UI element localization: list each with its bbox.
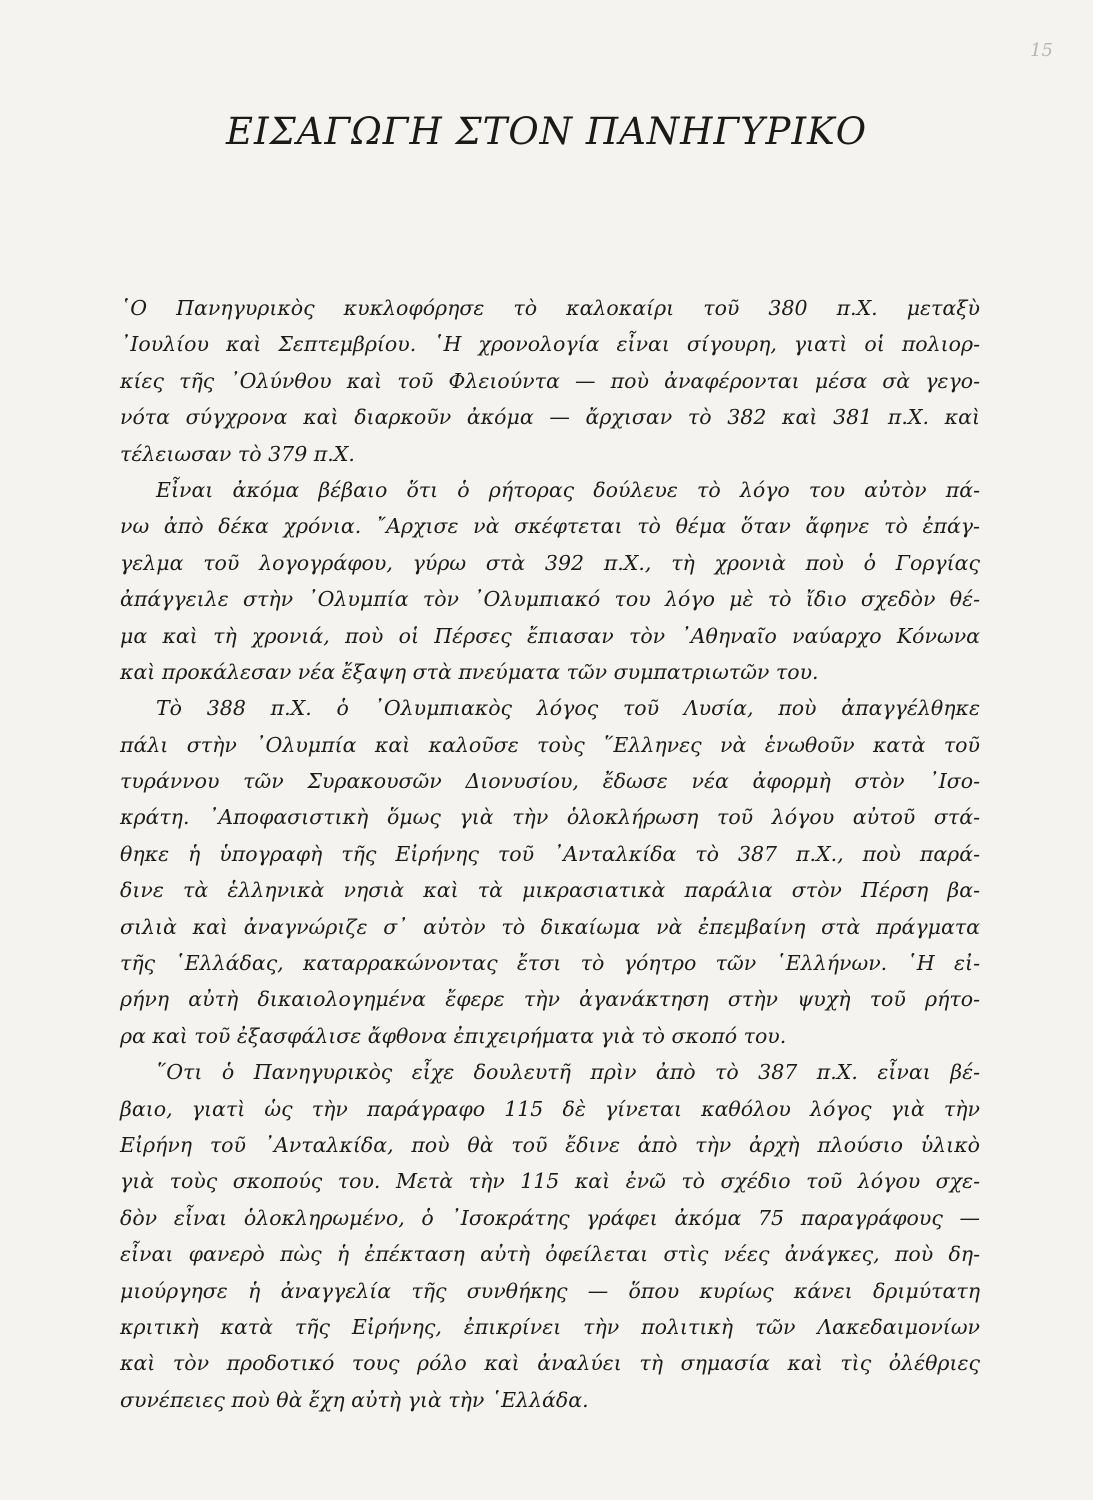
text-line: κριτικὴ κατὰ τῆς Εἰρήνης, ἐπικρίνει τὴν πολιτικὴ τῶν Λακεδαιμονίων [120, 1314, 980, 1339]
text-line: τέλειωσαν τὸ 379 π.Χ. [120, 441, 355, 466]
text-line: δινε τὰ ἑλληνικὰ νησιὰ καὶ τὰ μικρασιατικὰ παράλια στὸν Πέρση βα- [120, 878, 980, 903]
text-line: γιὰ τοὺς σκοπούς του. Μετὰ τὴν 115 καὶ ἐνῶ τὸ σχέδιο τοῦ λόγου σχε- [120, 1169, 980, 1194]
text-line: ρα καὶ τοῦ ἐξασφάλισε ἄφθονα ἐπιχειρήματα γιὰ τὸ σκοπό του. [120, 1023, 787, 1048]
text-line: ἀπάγγειλε στὴν ᾿Ολυμπία τὸν ᾿Ολυμπιακό του λόγο μὲ τὸ ἴδιο σχεδὸν θέ- [120, 587, 980, 612]
text-line: μα καὶ τὴ χρονιά, ποὺ οἱ Πέρσες ἔπιασαν τὸν ᾿Αθηναῖο ναύαρχο Κόνωνα [120, 623, 980, 648]
chapter-title: ΕΙΣΑΓΩΓΗ ΣΤΟΝ ΠΑΝΗΓΥΡΙΚΟ [225, 110, 868, 153]
text-line: Εἰρήνη τοῦ ᾿Ανταλκίδα, ποὺ θὰ τοῦ ἔδινε ἀπὸ τὴν ἀρχὴ πλούσιο ὑλικὸ [120, 1132, 980, 1157]
text-line: καὶ προκάλεσαν νέα ἔξαψη στὰ πνεύματα τῶν συμπατριωτῶν του. [120, 659, 819, 684]
text-line: γελμα τοῦ λογογράφου, γύρω στὰ 392 π.Χ., τὴ χρονιὰ ποὺ ὁ Γοργίας [120, 550, 980, 575]
text-line: δὸν εἶναι ὁλοκληρωμένο, ὁ ᾿Ισοκράτης γράφει ἀκόμα 75 παραγράφους — [120, 1205, 980, 1230]
text-line: καὶ τὸν προδοτικό τους ρόλο καὶ ἀναλύει τὴ σημασία καὶ τὶς ὀλέθριες [120, 1351, 980, 1376]
text-line: νότα σύγχρονα καὶ διαρκοῦν ἀκόμα — ἄρχισαν τὸ 382 καὶ 381 π.Χ. καὶ [120, 405, 980, 430]
text-line: ρήνη αὐτὴ δικαιολογημένα ἔφερε τὴν ἀγανάκτηση στὴν ψυχὴ τοῦ ρήτο- [120, 987, 980, 1012]
text-line: ᾿Ιουλίου καὶ Σεπτεμβρίου. ῾Η χρονολογία εἶναι σίγουρη, γιατὶ οἱ πολιορ- [120, 332, 980, 357]
text-line: κίες τῆς ᾿Ολύνθου καὶ τοῦ Φλειούντα — ποὺ ἀναφέρονται μέσα σὰ γεγο- [120, 368, 980, 393]
text-line: σιλιὰ καὶ ἀναγνώριζε σ᾿ αὐτὸν τὸ δικαίωμα νὰ ἐπεμβαίνη στὰ πράγματα [120, 914, 980, 939]
text-line: πάλι στὴν ᾿Ολυμπία καὶ καλοῦσε τοὺς ῞Ελληνες νὰ ἑνωθοῦν κατὰ τοῦ [120, 732, 980, 757]
text-line: θηκε ἡ ὑπογραφὴ τῆς Εἰρήνης τοῦ ᾿Ανταλκίδα τὸ 387 π.Χ., ποὺ παρά- [120, 841, 980, 866]
text-line: τυράννου τῶν Συρακουσῶν Διονυσίου, ἔδωσε νέα ἀφορμὴ στὸν ᾿Ισο- [120, 769, 980, 794]
text-line: εἶναι φανερὸ πὼς ἡ ἐπέκταση αὐτὴ ὀφείλεται στὶς νέες ἀνάγκες, ποὺ δη- [120, 1242, 980, 1267]
text-line: Εἶναι ἀκόμα βέβαιο ὅτι ὁ ρήτορας δούλευε τὸ λόγο του αὐτὸν πά- [156, 477, 980, 502]
body-text [120, 290, 980, 1418]
text-line: τῆς ῾Ελλάδας, καταρρακώνοντας ἔτσι τὸ γόητρο τῶν ῾Ελλήνων. ῾Η εἰ- [120, 951, 980, 976]
text-line: συνέπειες ποὺ θὰ ἔχη αὐτὴ γιὰ τὴν ῾Ελλάδα. [120, 1387, 589, 1412]
text-line: βαιο, γιατὶ ὡς τὴν παράγραφο 115 δὲ γίνεται καθόλου λόγος γιὰ τὴν [120, 1096, 980, 1121]
text-line: νω ἀπὸ δέκα χρόνια. ῎Αρχισε νὰ σκέφτεται τὸ θέμα ὅταν ἄφηνε τὸ ἐπάγ- [120, 514, 980, 539]
text-line: μιούργησε ἡ ἀναγγελία τῆς συνθήκης — ὅπου κυρίως κάνει δριμύτατη [120, 1278, 980, 1303]
page-corner-mark: 15 [1030, 40, 1053, 61]
text-line: κράτη. ᾿Αποφασιστικὴ ὅμως γιὰ τὴν ὁλοκλήρωση τοῦ λόγου αὐτοῦ στά- [120, 805, 980, 830]
text-line: ῞Οτι ὁ Πανηγυρικὸς εἶχε δουλευτῆ πρὶν ἀπὸ τὸ 387 π.Χ. εἶναι βέ- [156, 1060, 980, 1085]
text-line: Τὸ 388 π.Χ. ὁ ᾿Ολυμπιακὸς λόγος τοῦ Λυσία, ποὺ ἀπαγγέλθηκε [156, 696, 980, 721]
text-line: ῾Ο Πανηγυρικὸς κυκλοφόρησε τὸ καλοκαίρι τοῦ 380 π.Χ. μεταξὺ [120, 296, 980, 320]
